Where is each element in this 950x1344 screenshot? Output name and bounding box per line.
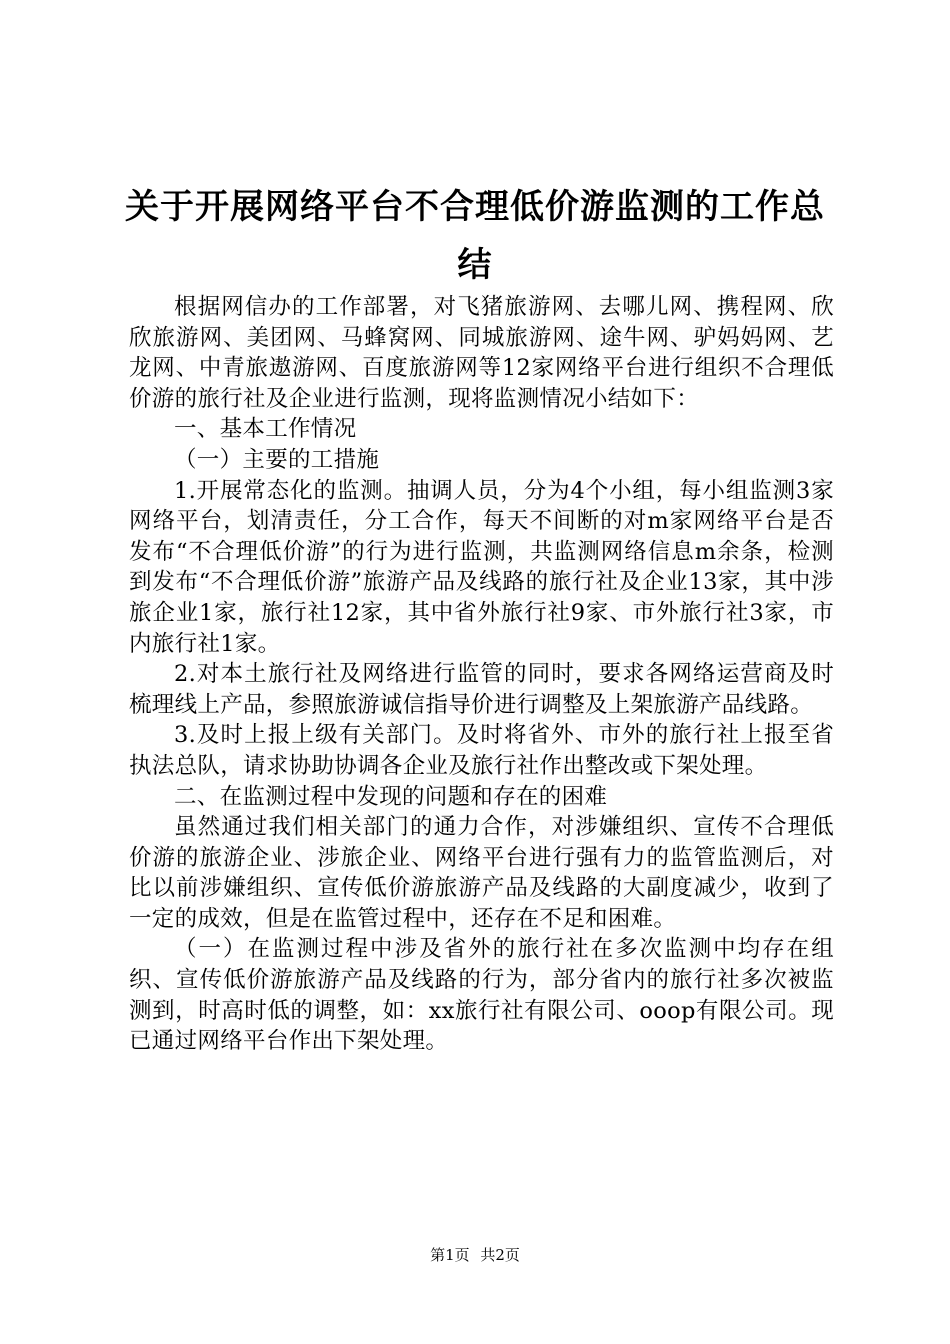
section-heading-problems: 二、在监测过程中发现的问题和存在的困难 — [174, 783, 608, 810]
page-footer — [0, 1245, 950, 1265]
page-number-total: 共2页 — [480, 1246, 520, 1264]
problems-paragraph: 虽然通过我们相关部门的通力合作，对涉嫌组织、宣传不合理低价游的旅游企业、涉旅企业、网络平台进行强有力的监管监测后，对比以前涉嫌组织、宣传低价游旅游产品及线路的大副度减少，收到了一定的成效，但是在监管过程中，还存在不足和困难。 — [129, 814, 834, 932]
subsection-heading-main-measures: （一）主要的工措施 — [174, 446, 380, 473]
intro-paragraph: 根据网信办的工作部署，对飞猪旅游网、去哪儿网、携程网、欣欣旅游网、美团网、马蜂窝网、同城旅游网、途牛网、驴妈妈网、艺龙网、中青旅遨游网、百度旅游网等12家网络平台进行组织不合理低价游的旅行社及企业进行监测，现将监测情况小结如下： — [129, 294, 834, 412]
problem-item-1: （一）在监测过程中涉及省外的旅行社在多次监测中均存在组织、宣传低价游旅游产品及线路的行为，部分省内的旅行社多次被监测到，时高时低的调整，如：xx旅行社有限公司、ooop有限公司。现已通过网络平台作出下架处理。 — [129, 936, 834, 1055]
page-number-current: 第1页 — [430, 1246, 470, 1264]
document-body — [129, 292, 834, 1057]
measure-paragraph-3: 3.及时上报上级有关部门。及时将省外、市外的旅行社上报至省执法总队，请求协助协调各企业及旅行社作出整改或下架处理。 — [129, 722, 834, 779]
document-title: 关于开展网络平台不合理低价游监测的工作总结 — [125, 187, 825, 285]
section-heading-basic-work: 一、基本工作情况 — [174, 416, 357, 443]
measure-paragraph-1: 1.开展常态化的监测。抽调人员，分为4个小组，每小组监测3家网络平台，划清责任，分工合作，每天不间断的对m家网络平台是否发布“不合理低价游”的行为进行监测，共监测网络信息m余条，检测到发布“不合理低价游”旅游产品及线路的旅行社及企业13家，其中涉旅企业1家，旅行社12家，其中省外旅行社9家、市外旅行社3家，市内旅行社1家。 — [129, 477, 834, 657]
measure-paragraph-2: 2.对本土旅行社及网络进行监管的同时，要求各网络运营商及时梳理线上产品，参照旅游诚信指导价进行调整及上架旅游产品线路。 — [129, 661, 834, 718]
